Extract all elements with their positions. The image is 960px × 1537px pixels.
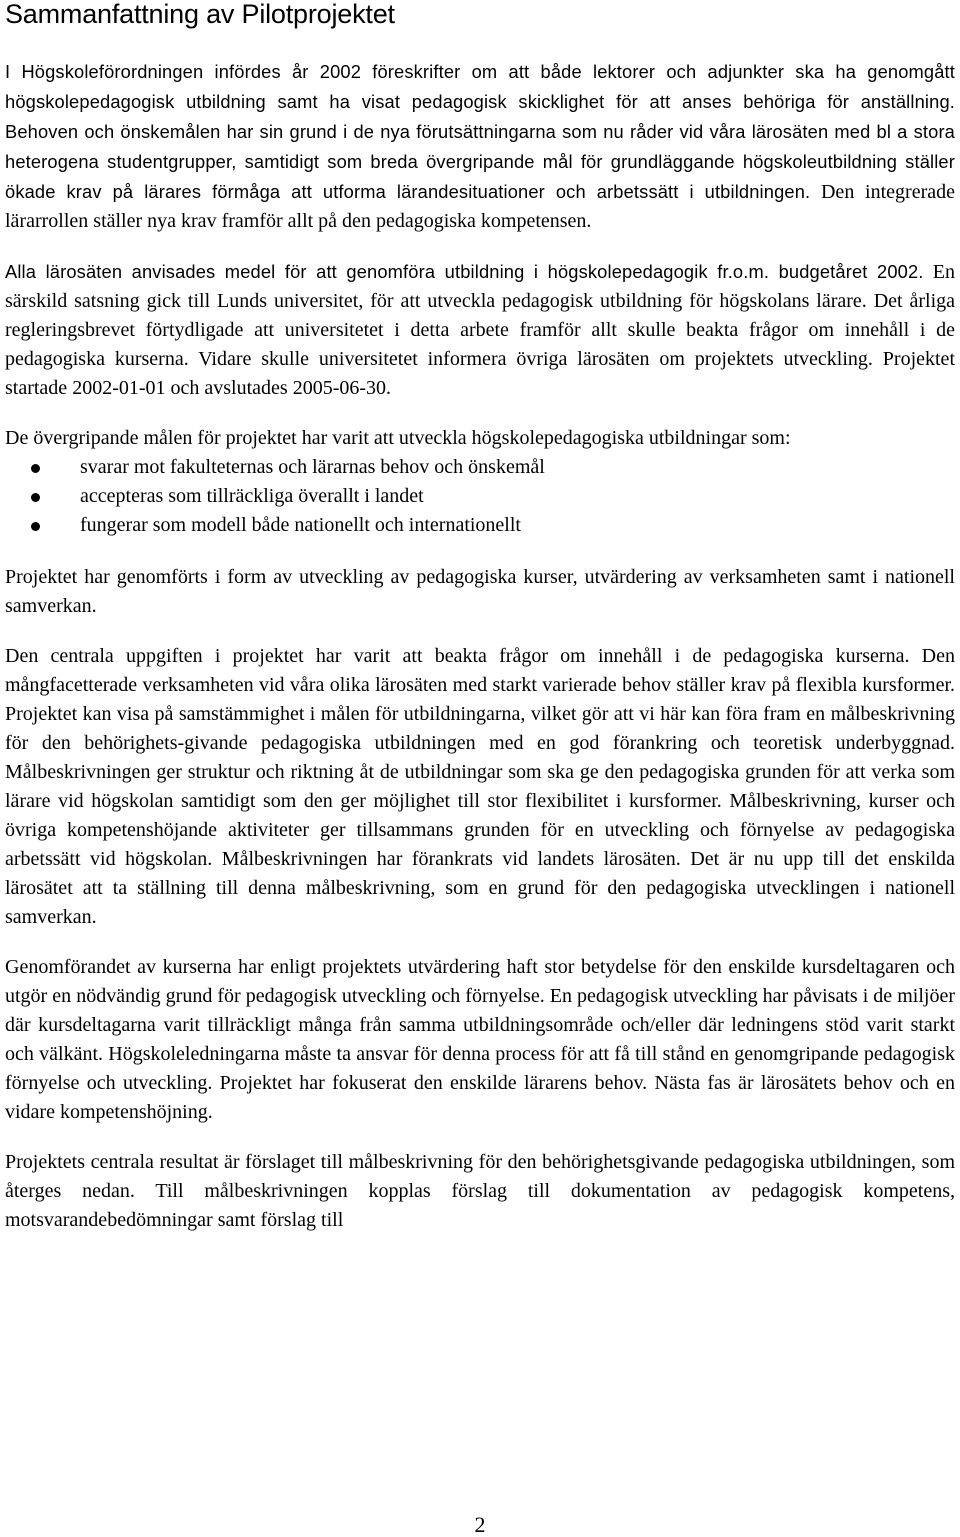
bullet-icon	[31, 522, 40, 531]
paragraph-funding-sans: Alla lärosäten anvisades medel för att genomföra utbildning i högskolepedagogik fr.o.m. budgetåret 2002.	[5, 261, 924, 282]
goals-list	[5, 453, 955, 540]
paragraph-intro-sans: I Högskoleförordningen infördes år 2002 föreskrifter om att både lektorer och adjunkter ska ha genomgått högskolepedagogisk utbildning samt ha visat pedagogisk skicklighet för att anses behöriga för anställning. Behoven och önskemålen har sin grund i de nya förutsättningarna som nu råder vid våra lärosäten med bl a stora heterogena studentgrupper, samtidigt som breda övergripande mål för grundläggande högskoleutbildning ställer ökade krav på lärares förmåga att utforma lärandesituationer och arbetssätt i utbildningen.	[5, 61, 955, 202]
paragraph-results: Projektets centrala resultat är förslaget till målbeskrivning för den behörighetsgivande pedagogiska utbildningen, som återges nedan. Till målbeskrivningen kopplas förslag till dokumentation av pedagogisk kompetens, motsvarandebedömningar samt förslag till	[5, 1151, 955, 1231]
paragraph-funding-serif: En särskild satsning gick till Lunds universitet, för att utveckla pedagogisk utbildning för högskolans lärare. Det årliga regleringsbrevet förtydligade att universitetet i detta arbete framför allt skulle beakta frågor om innehåll i de pedagogiska kurserna. Vidare skulle universitetet informera övriga lärosäten om projektets utveckling. Projektet startade 2002-01-01 och avslutades 2005-06-30.	[5, 261, 955, 399]
bullet-icon	[31, 493, 40, 502]
paragraph-implementation: Projektet har genomförts i form av utveckling av pedagogiska kurser, utvärdering av verksamheten samt i nationell samverkan.	[5, 566, 955, 617]
list-item-text: accepteras som tillräckliga överallt i landet	[80, 485, 424, 507]
list-item	[5, 453, 955, 482]
bullet-icon	[31, 464, 40, 473]
page-number: 2	[474, 1512, 486, 1537]
page-title: Sammanfattning av Pilotprojektet	[5, 0, 395, 29]
list-item-text: fungerar som modell både nationellt och internationellt	[80, 514, 521, 536]
paragraph-central-task: Den centrala uppgiften i projektet har varit att beakta frågor om innehåll i de pedagogiska kurserna. Den mångfacetterade verksamheten vid våra olika lärosäten med starkt varierade behov ställer krav på flexibla kursformer. Projektet kan visa på samstämmighet i målen för utbildningarna, vilket gör att vi här kan föra fram en målbeskrivning för den behörighets-givande pedagogiska utbildningen med en god förankring och teoretisk underbyggnad. Målbeskrivningen ger struktur och riktning åt de utbildningar som ska ge den pedagogiska grunden för att verka som lärare vid högskolan samtidigt som den ger möjlighet till stor flexibilitet i kursformer. Målbeskrivning, kurser och övriga kompetenshöjande aktiviteter ger tillsammans grunden för en utveckling och förnyelse av pedagogiska arbetssätt vid högskolan. Målbeskrivningen har förankrats vid landets lärosäten. Det är nu upp till det enskilda lärosätet att ta ställning till denna målbeskrivning, som en grund för den pedagogiska utvecklingen i nationell samverkan.	[5, 645, 955, 928]
list-item	[5, 511, 955, 540]
list-item	[5, 482, 955, 511]
paragraph-goals: De övergripande målen för projektet har varit att utveckla högskolepedagogiska utbildningar som:	[5, 427, 791, 449]
paragraph-intro-serif: Den integrerade lärarrollen ställer nya krav framför allt på den pedagogiska kompetensen.	[5, 181, 955, 232]
paragraph-intro	[5, 57, 955, 236]
list-item-text: svarar mot fakulteternas och lärarnas behov och önskemål	[80, 456, 545, 478]
paragraph-funding	[5, 257, 955, 403]
body-text	[5, 57, 955, 1235]
paragraph-evaluation: Genomförandet av kurserna har enligt projektets utvärdering haft stor betydelse för den enskilde kursdeltagaren och utgör en nödvändig grund för pedagogisk utveckling och förnyelse. En pedagogisk utveckling har påvisats i de miljöer där kursdeltagarna varit tillräckligt många från samma utbildningsområde och/eller där ledningens stöd varit starkt och välkänt. Högskoleledningarna måste ta ansvar för denna process för att få till stånd en genomgripande pedagogisk förnyelse och utveckling. Projektet har fokuserat den enskilde lärarens behov. Nästa fas är lärosätets behov och en vidare kompetenshöjning.	[5, 956, 955, 1123]
